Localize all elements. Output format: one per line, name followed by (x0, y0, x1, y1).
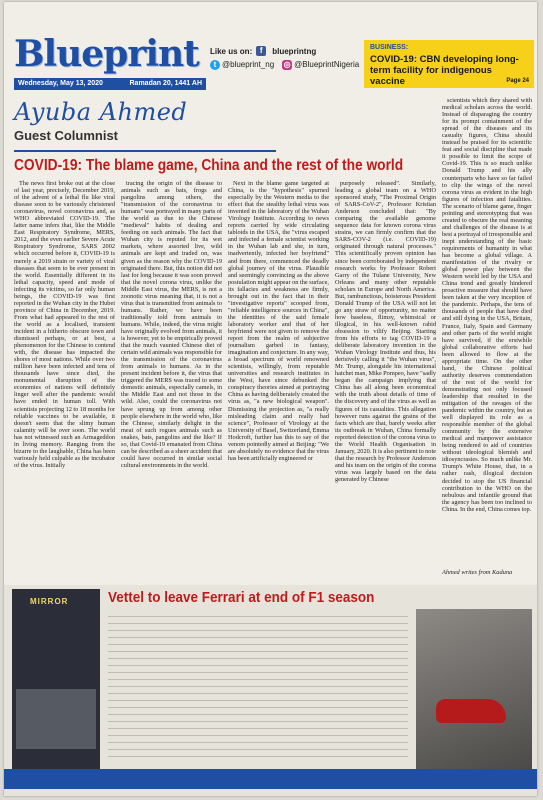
advert-panel (12, 589, 100, 784)
column-4-text: purposely released". Similarly, leading a global team on a WHO sponsored study, "The Proximal Origin of SARS-CoV-2", Professor Kristian Anderson concluded that: "By comparing the available genome sequence data for known corona virus strains, we can firmly confirm that the SARS-COV-2 (i.e. COVID-19) originated through natural processes." This scientifically proven opinion has since been corroborated by independent research works by Professor Robert Garry of the Tulane University, New Orleans and many other reputable scholars in Europe and North America. But, rambunctious, boisterous President Donald Trump of the USA will not let go any straw of opportunity, no matter how baseless, flimsy, whimsical or illogical, in his well-known rabid obsession to vilify Beijing. Starting from his efforts to tag COVID-19 a deliberate laboratory invention in the Wuhan Virology Institute and thus, his derisively calling it "the Wuhan virus", Mr. Trump, alongside his international hatchet man, Mike Pompeo, have "sadly began the campaign implying that China has all along been economical with the truth about details of time of the discovery and of the virus as well as figures of its casualties. This allegation however runs against the grains of the facts which are that, barely weeks after its outbreak in Wuhan, China formally reported detection of the corona virus to the World Health Organisation in January, 2020. It is also pertinent to note that the research by Professor Anderson and his team on the origin of the corona virus was largely based on the data generated by Chinese (335, 180, 436, 483)
instagram-handle[interactable]: @BlueprintNigeria (294, 60, 360, 70)
teaser-page: Page 24 (506, 78, 529, 84)
column-2-text: tracing the origin of the disease to animals such as bats, frogs and pangolins among others, the "transmission of the coronavirus to humans" was portrayed in many parts of the world as due to the Chinese "medieval" habits of dealing and feeding on such animals. The fact that Wuhan city is reputed for its wet markets, where assorted live, wild animals are kept and traded on, was given as the reason why the COVID-19 originated there. But, this notion did not last for long because it was soon proved that the novel corona virus, unlike the Middle East virus, the MERS, is not a zoonotic virus meaning that, it is not a virus that is transmitted from animals to humans. Rather, we have been traditionally told from animals to humans. While, indeed, the virus might have originally evolved from animals, it is however, yet to be empirically proved that the much vaunted Chinese diet of certain wild animals was responsible for the transmission of the coronavirus from animals to humans. As in the present incident before it, the virus that triggered the MERS was traced to some domestic animals, especially camels, in the Middle East and not those in the wild. Also, could the coronavirus not have sprung up from among other people elsewhere in the world who, like the Chinese, similarly delight in the meat of such rogues animals such as snakes, bats, pangolins and the like? If so, that Covid-19 emanated from China can be described as a sheer accident that could have occurred in similar social cultural environments in the world. (121, 180, 222, 469)
business-teaser[interactable] (364, 40, 534, 88)
newspaper-page (4, 2, 537, 796)
hijri-date: Ramadan 20, 1441 AH (129, 80, 202, 87)
article-byline: Ahmed writes from Kaduna (442, 569, 513, 576)
columnist-name: Ayuba Ahmed (14, 98, 188, 126)
twitter-icon[interactable]: t (210, 60, 220, 70)
article-column-1 (14, 180, 115, 580)
advert-photo (16, 689, 96, 749)
newspaper-logo[interactable]: Blueprint (14, 33, 199, 75)
social-links (210, 46, 360, 70)
handles-row (210, 60, 360, 70)
teaser-section: BUSINESS: (370, 44, 409, 51)
facebook-icon[interactable]: f (256, 46, 266, 56)
like-us-label: Like us on: (210, 46, 253, 56)
dateline (14, 78, 206, 90)
sports-section (4, 585, 537, 796)
sports-headline: Vettel to leave Ferrari at end of F1 season (108, 589, 375, 606)
twitter-handle[interactable]: @blueprint_ng (222, 60, 275, 70)
columnist-role: Guest Columnist (14, 128, 119, 143)
red-car-shape (436, 699, 506, 723)
article-column-3 (228, 180, 329, 580)
article-column-2 (121, 180, 222, 580)
footer-strip (4, 769, 537, 789)
article-headline: COVID-19: The blame game, China and the rest of the world (14, 157, 404, 174)
article-column-4 (335, 180, 436, 580)
advert-label: MIRROR (30, 597, 69, 606)
sports-body-text (108, 613, 408, 758)
column-3-text: Next in the blame game targeted at China, is the "hypothesis" spurned especially by the Western media to the effect that the stealthy lethal virus was invented in the laboratory of the Wuhan Virology Institute. According to news reports carried by wide circulating tabloids in the USA, the "virus escaped and infected a female scientist working in the Wuhan lab and she, in turn, inadvertently, infected her boyfriend" and from there, commenced the deadly global journey of the virus. Plausible and seemingly convincing as the above postulation might appear on the surface, its fallacies and weakness are firmly, brought out in the fact that in their "investigative reports" scooped from, "reliable intelligence sources in China", the identities of the said female laboratory worker and that of her boyfriend were not given to remove the report from the realm of subjective journalism garbed in fantasy, imagination and conjecture. In any way, a broad spectrum of world renowned scientists, willingly, from reputable universities and research institutes in the West, have since debunked the conspiracy theories aimed at portraying China as having deliberately created the virus as, "a new biological weapon". Dismissing the projection as, "a really misleading claim and really bad science", Professor of Virology at the University of Basel, Switzerland, Emma Hodcroft, further has this to say of the venom pointedly aimed at Beijing: "We are absolutely no evidence that the virus has been artificially engineered or (228, 180, 329, 462)
section-rule (14, 150, 276, 152)
column-1-text: The news first broke out at the close of last year, precisely, December 2019, of the advent of a lethal flu like viral disease soon to be variously christened coronavirus, novel coronavirus and, as WHO abbreviated COVID-19. The latter name infers that, like the Middle East Respiratory Syndrome, MERS, 2012, and the even earlier Severe Acute Respiratory Syndrome, SARS 2002 which occurred before it, COVID-19 is merely a 2019 strain or variety of viral diseases that seem to be ever present in the world. Essentially different in its lethal capacity, speed and mode of infecting its victims, so far only human beings, the COVID-19 was first reported in the Wuhan city in the Hubei province of China in December, 2019. From what had appeared to the rest of the world as a localised, transient incident in a hitherto obscure town and dismissed perhaps, or at best, a phenomenon for the Chinese to contend with, the disease has impacted the shores of most nations. While over two million have been infected and tens of thousands have since died, the monumental disruption of the economies of nations will definitely linger well after the pandemic would have ended in human toll. With scientists projecting 12 to 18 months for reliable vaccines to be available, it doesn't seem that the slimy human calamity will be over soon. The world has not witnessed such an Armageddon in living memory. Ranging from the bizarre to the laughable, China has been variously held culpable as the incubator of the virus. Initially (14, 180, 115, 469)
column-5-text: scientists which they shared with medical scholars across the world. Instead of disparaging the country for its prompt containment of the spread of the diseases and its casualty figures, China should instead be praised for its scientific feat and social discipline that made it possible to limit the scope of Covid-19. This is so much unlike Donald Trump and his ally counterparts who have so far failed to clip the wings of the novel corona virus as evident in the high figures of infection and fatalities. The scenario of blame game, finger pointing and stereotyping that was created to obscure the real meaning and challenges of the disease is at best a portrayal of irresponsible and inept understanding of the basic requirements of humanity in what has become a global village. A manifestation of the rivalry or global power play between the Western world led by the USA and China trend and greatly hindered proactive measure that should have been taken at the very inception of the pandemic. Perhaps, the tens of thousands of people that have died and still dying in the USA, Britain, France, Italy, Spain and Germany and other parts of the world might have survived, if the erstwhile global collaborative efforts had been allowed to flow at the appropriate time. On the other hand, the Chinese political authority deserves commendation of the rest of the world for demonstrating not only focused leadership that resulted in the mitigation of the ravages of the pandemic within the country, but as well displayed its role as a responsible member of the global community by the extensive medical and manpower assistance being rendered to aid of countries without ideological blemish and idiosyncrasies. So much unlike Mr. Trump's White House, that, in a rather rash, illogical decision decided to stop the US financial contribution to the WHO on the nebulous and infantile ground that the agency has been too inclined to China. In the end, China comes top. (442, 97, 532, 513)
facebook-handle[interactable]: blueprintng (272, 46, 317, 56)
instagram-icon[interactable]: ◎ (283, 60, 291, 69)
racing-car-photo (416, 609, 532, 769)
columnist-header (14, 98, 272, 148)
like-us-row (210, 46, 360, 56)
teaser-headline[interactable]: COVID-19: CBN developing long-term facility for indigenous vaccine (370, 54, 519, 87)
masthead (4, 2, 537, 97)
issue-date: Wednesday, May 13, 2020 (18, 80, 103, 87)
article-column-5 (442, 97, 532, 567)
